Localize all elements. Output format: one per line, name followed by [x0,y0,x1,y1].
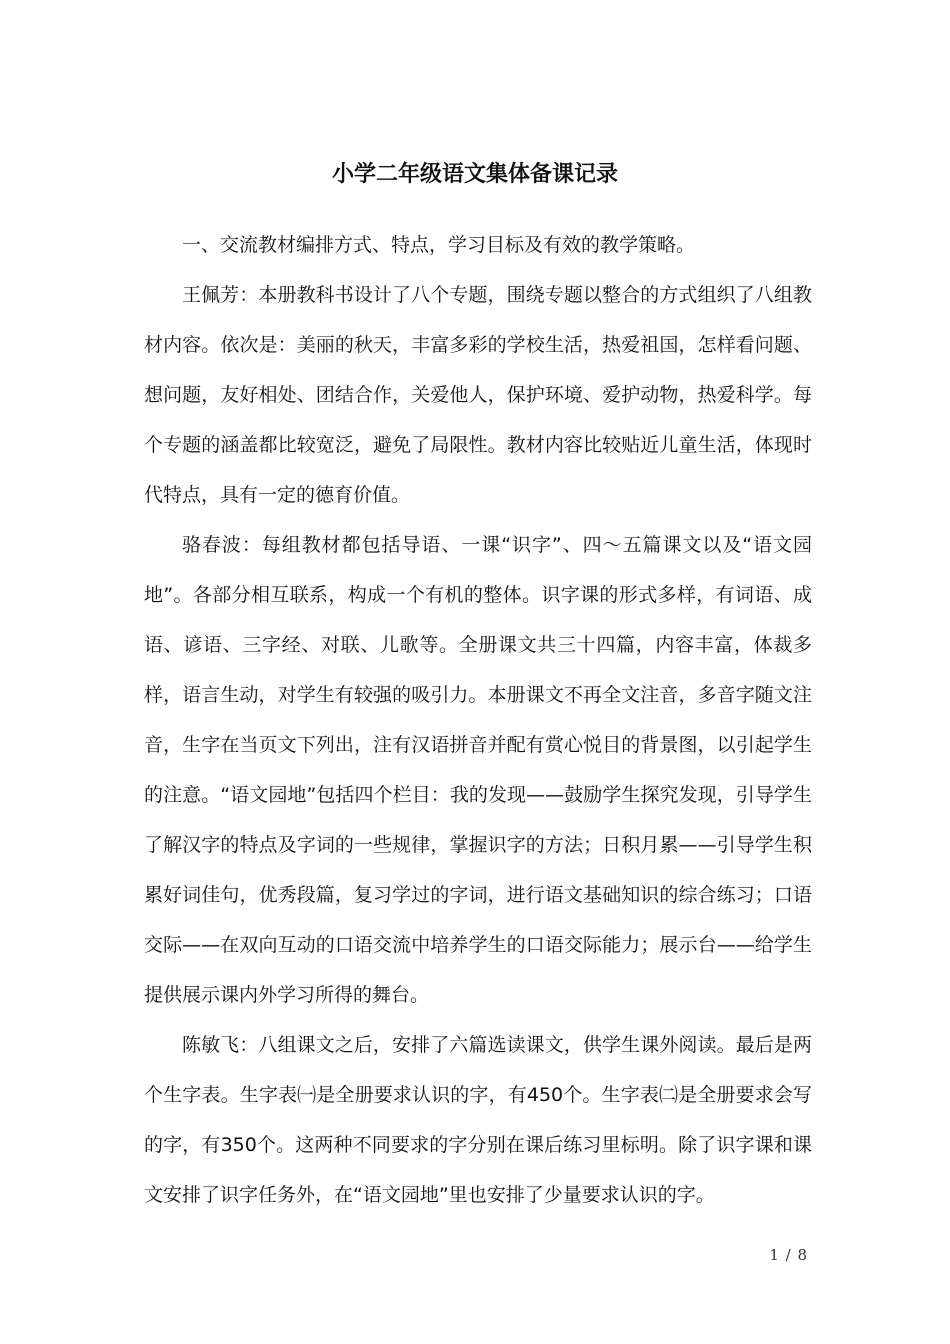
paragraph-chen-minfei: 陈敏飞：八组课文之后，安排了六篇选读课文，供学生课外阅读。最后是两个生字表。生字表㈠是全册要求认识的字，有450个。生字表㈡是全册要求会写的字，有350个。这两种不同要求的字分别在课后练习里标明。除了识字课和课文安排了识字任务外，在“语文园地”里也安排了少量要求认识的字。 [144,1034,812,1206]
document-title: 小学二年级语文集体备课记录 [331,161,618,187]
document-body [144,220,812,1220]
paragraph-luo-chunbo: 骆春波：每组教材都包括导语、一课“识字”、四～五篇课文以及“语文园地”。各部分相互联系，构成一个有机的整体。识字课的形式多样，有词语、成语、谚语、三字经、对联、儿歌等。全册课文共三十四篇，内容丰富，体裁多样，语言生动，对学生有较强的吸引力。本册课文不再全文注音，多音字随文注音，生字在当页文下列出，注有汉语拼音并配有赏心悦目的背景图，以引起学生的注意。“语文园地”包括四个栏目：我的发现——鼓励学生探究发现，引导学生了解汉字的特点及字词的一些规律，掌握识字的方法；日积月累——引导学生积累好词佳句，优秀段篇，复习学过的字词，进行语文基础知识的综合练习；口语交际——在双向互动的口语交流中培养学生的口语交际能力；展示台——给学生提供展示课内外学习所得的舞台。 [144,534,812,1006]
section-heading-paragraph: 一、交流教材编排方式、特点，学习目标及有效的教学策略。 [182,234,696,256]
page-number: 1 / 8 [769,1246,808,1264]
paragraph-wang-peifang: 王佩芳：本册教科书设计了八个专题，围绕专题以整合的方式组织了八组教材内容。依次是：美丽的秋天，丰富多彩的学校生活，热爱祖国，怎样看问题、想问题，友好相处、团结合作，关爱他人，保护环境、爱护动物，热爱科学。每个专题的涵盖都比较宽泛，避免了局限性。教材内容比较贴近儿童生活，体现时代特点，具有一定的德育价值。 [144,284,812,506]
